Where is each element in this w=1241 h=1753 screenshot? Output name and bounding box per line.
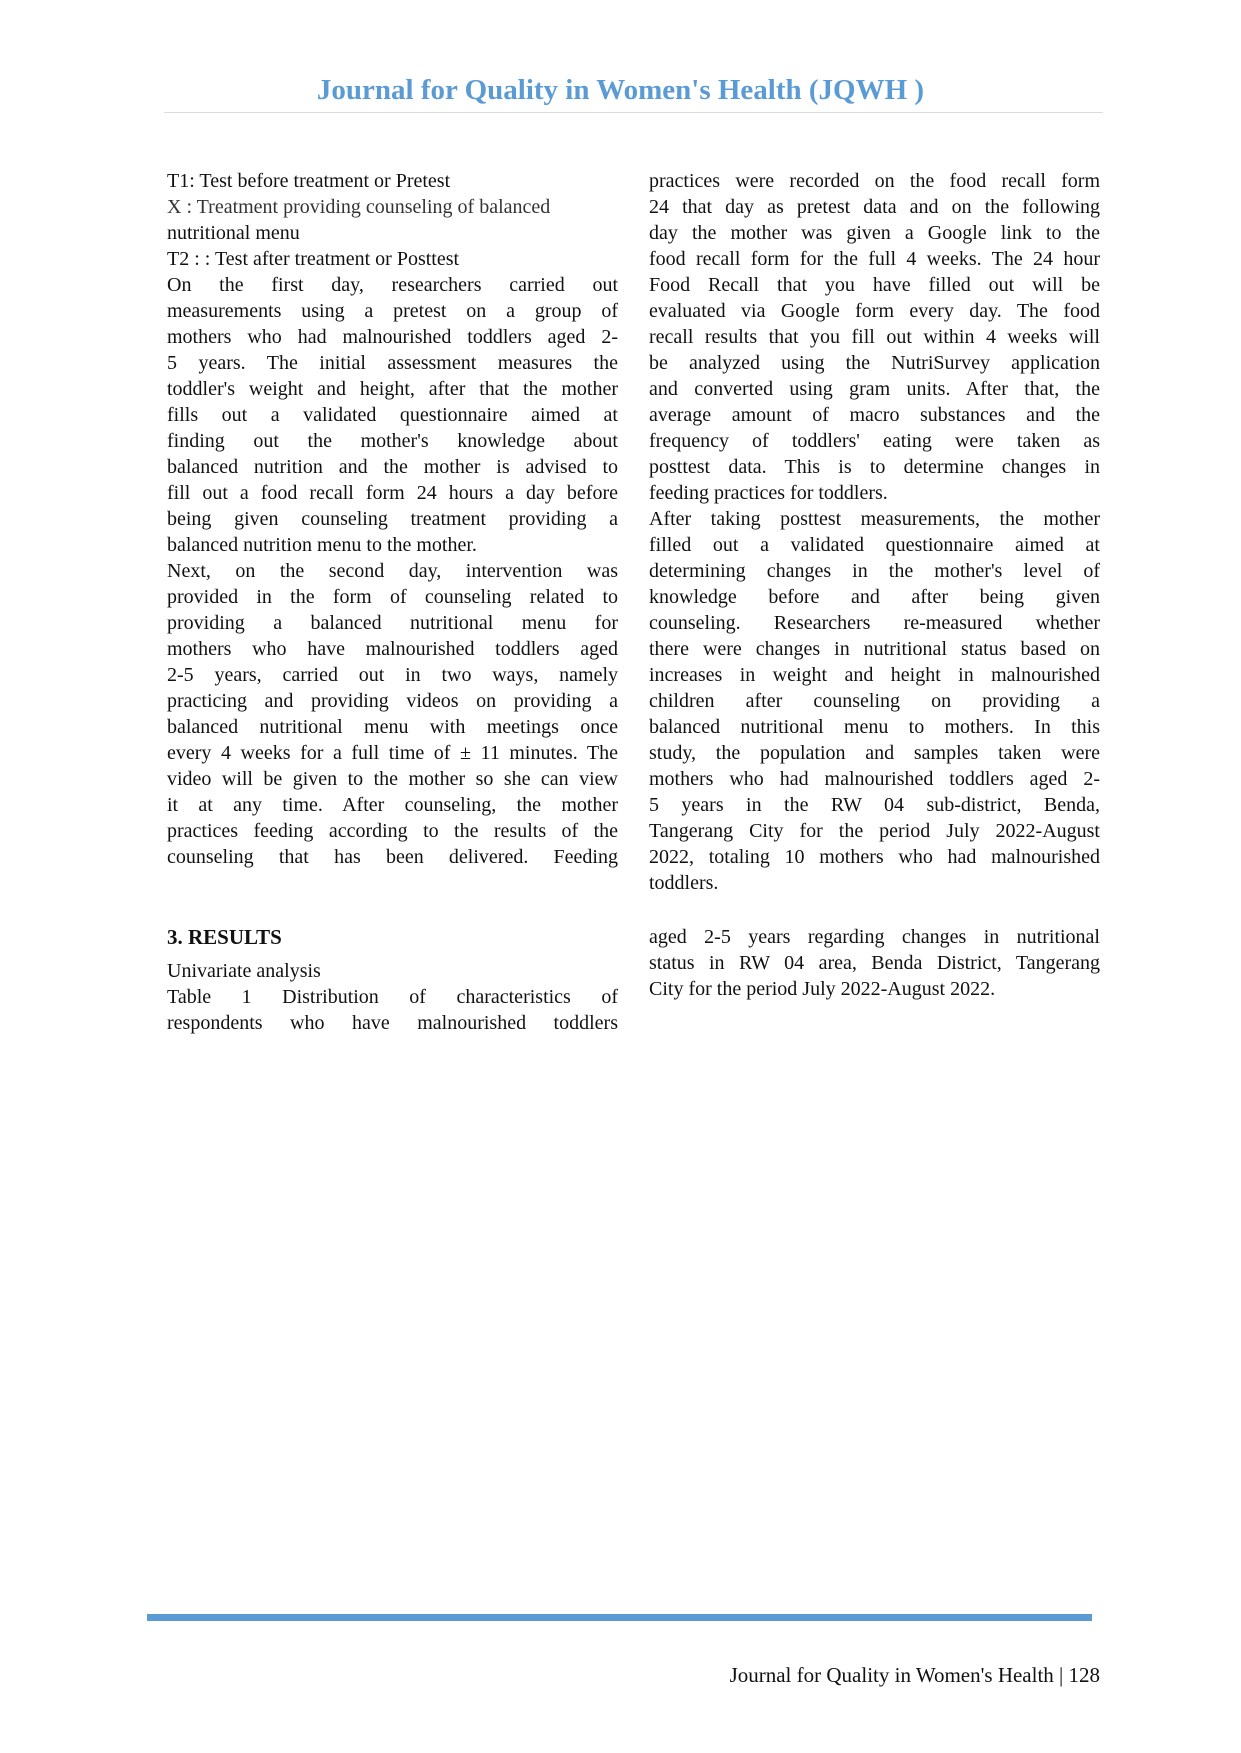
text-line: counseling. Researchers re-measured whether — [649, 612, 1100, 634]
text-line: study, the population and samples taken were — [649, 742, 1100, 764]
text-line: knowledge before and after being given — [649, 586, 1100, 608]
right-column-text — [649, 168, 1100, 896]
text-line: toddler's weight and height, after that the mother — [167, 378, 618, 400]
text-line: and converted using gram units. After that, the — [649, 378, 1100, 400]
text-line: practices were recorded on the food recall form — [649, 170, 1100, 192]
text-line: aged 2-5 years regarding changes in nutritional — [649, 926, 1100, 948]
text-line: posttest data. This is to determine changes in — [649, 456, 1100, 478]
text-line: every 4 weeks for a full time of ± 11 minutes. The — [167, 742, 618, 764]
text-line: video will be given to the mother so she can view — [167, 768, 618, 790]
text-line: finding out the mother's knowledge about — [167, 430, 618, 452]
text-line: recall results that you fill out within 4 weeks will — [649, 326, 1100, 348]
text-line: 2-5 years, carried out in two ways, namely — [167, 664, 618, 686]
subheading-univariate: Univariate analysis — [167, 960, 321, 982]
text-line: day the mother was given a Google link to the — [649, 222, 1100, 244]
text-line: children after counseling on providing a — [649, 690, 1100, 712]
text-line: it at any time. After counseling, the mother — [167, 794, 618, 816]
header-divider — [164, 112, 1103, 113]
journal-header-title: Journal for Quality in Women's Health (JQWH ) — [316, 74, 925, 106]
text-line: food recall form for the full 4 weeks. The 24 hour — [649, 248, 1100, 270]
text-line: mothers who had malnourished toddlers aged 2- — [649, 768, 1100, 790]
text-line: determining changes in the mother's level of — [649, 560, 1100, 582]
footer-journal-page: Journal for Quality in Women's Health | 128 — [729, 1663, 1100, 1687]
text-line: 5 years. The initial assessment measures the — [167, 352, 618, 374]
text-line: After taking posttest measurements, the mother — [649, 508, 1100, 530]
text-line: evaluated via Google form every day. The food — [649, 300, 1100, 322]
text-line: status in RW 04 area, Benda District, Tangerang — [649, 952, 1100, 974]
text-line: increases in weight and height in malnourished — [649, 664, 1100, 686]
text-line: 5 years in the RW 04 sub-district, Benda, — [649, 794, 1100, 816]
text-line: Next, on the second day, intervention was — [167, 560, 618, 582]
text-line: City for the period July 2022-August 2022. — [649, 978, 996, 1000]
text-line: providing a balanced nutritional menu for — [167, 612, 618, 634]
text-line: counseling that has been delivered. Feeding — [167, 846, 618, 868]
text-line: being given counseling treatment providing a — [167, 508, 618, 530]
text-line: filled out a validated questionnaire aimed at — [649, 534, 1100, 556]
text-line: be analyzed using the NutriSurvey application — [649, 352, 1100, 374]
text-line: practicing and providing videos on providing a — [167, 690, 618, 712]
text-line: balanced nutrition and the mother is advised to — [167, 456, 618, 478]
text-line: fill out a food recall form 24 hours a day before — [167, 482, 618, 504]
text-line: 2022, totaling 10 mothers who had malnourished — [649, 846, 1100, 868]
left-column-text — [167, 168, 618, 870]
text-line: provided in the form of counseling related to — [167, 586, 618, 608]
text-line: average amount of macro substances and the — [649, 404, 1100, 426]
text-line: respondents who have malnourished toddlers — [167, 1012, 618, 1034]
text-line: mothers who have malnourished toddlers aged — [167, 638, 618, 660]
text-line: Tangerang City for the period July 2022-August — [649, 820, 1100, 842]
text-line: nutritional menu — [167, 222, 300, 244]
text-line: practices feeding according to the results of the — [167, 820, 618, 842]
text-line: measurements using a pretest on a group of — [167, 300, 618, 322]
text-line: balanced nutritional menu to mothers. In this — [649, 716, 1100, 738]
text-line: toddlers. — [649, 872, 719, 894]
section-heading-results: 3. RESULTS — [167, 925, 282, 949]
text-line: there were changes in nutritional status based on — [649, 638, 1100, 660]
text-line: mothers who had malnourished toddlers aged 2- — [167, 326, 618, 348]
footer-accent-bar — [147, 1614, 1092, 1621]
results-section — [167, 924, 618, 1036]
text-line: balanced nutritional menu with meetings once — [167, 716, 618, 738]
text-line: feeding practices for toddlers. — [649, 482, 888, 504]
text-line: T2 : : Test after treatment or Posttest — [167, 248, 460, 270]
text-line: X : Treatment providing counseling of balanced — [167, 196, 551, 218]
text-line: On the first day, researchers carried out — [167, 274, 618, 296]
text-line: frequency of toddlers' eating were taken as — [649, 430, 1100, 452]
table-caption-continued — [649, 924, 1100, 1002]
text-line: T1: Test before treatment or Pretest — [167, 170, 451, 192]
text-line: 24 that day as pretest data and on the following — [649, 196, 1100, 218]
text-line: balanced nutrition menu to the mother. — [167, 534, 477, 556]
text-line: fills out a validated questionnaire aimed at — [167, 404, 618, 426]
text-line: Food Recall that you have filled out will be — [649, 274, 1100, 296]
text-line: Table 1 Distribution of characteristics of — [167, 986, 618, 1008]
